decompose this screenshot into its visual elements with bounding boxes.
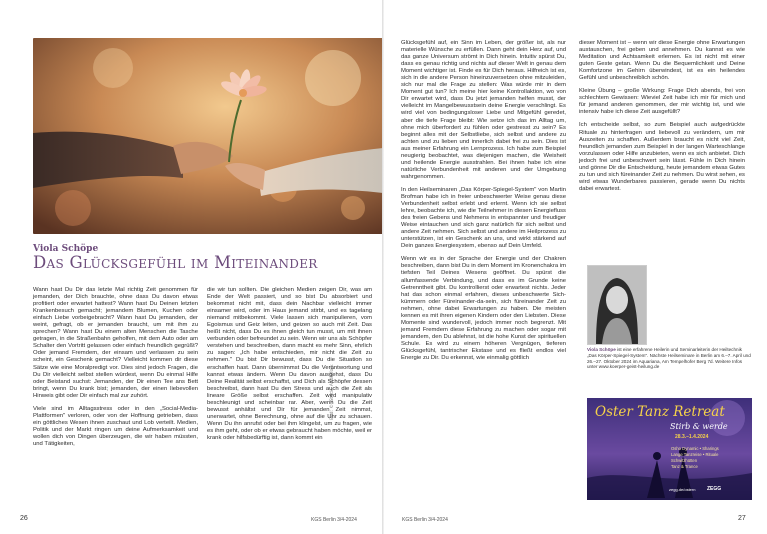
ad-subtitle: Stirb & werde xyxy=(670,422,728,431)
magazine-footer-left: KGS Berlin 3/4-2024 xyxy=(311,517,357,523)
article-headline: Das Glücksgefühl im Miteinander xyxy=(33,253,318,272)
ad-feature: Schwitzhütten xyxy=(671,458,698,463)
paragraph: die wir tun sollten. Die gleichen Medien zeigen Dir, was am Ende der Welt passiert, und so bist Du absorbiert und bekommst nicht mit, dass dein Nachbar vielleicht immer einsamer wird, oder im Haus jemand stirbt, und es tagelang niemand mitbekommt. Viele lassen sich manipulieren, vom Egoismus und Geiz leiten, und geizen so auch mit Zeit. Das heißt nicht, dass Du es ihnen gleich tun musst, um mit ihnen verbunden oder befreundet zu sein. Wenn wir uns als Schöpfer verstehen und beschreiben, dann macht es mehr Sinn, ehrlich zu sagen: „Ich habe entschieden, mir nicht die Zeit zu nehmen." Du bist Dir bewusst, dass Du die Situation so erschaffen hast. Dann übernimmst Du die Verantwortung und kannst etwas ändern. Wenn Du davon ausgehst, dass Du Deine Realität selbst erschaffst, und Dich als Schöpfer dessen beschreibst, dann hast Du den Stress und auch die Zeit als lineare Größe selbst erschaffen. Zeit wird manipulativ beschleunigt und scheinbar rar. Aber, wenn Du die Zeit bewusst anhältst und Dir für jemanden Zeit nimmst, unerwartet, ohne Berechnung, ohne auf die Uhr zu schauen. Wenn Du ihn anrufst oder bei ihm klingelst, um zu fragen, wie es ihm geht, oder ob er etwas gebraucht haben möchte, weil er krank oder hilfsbedürftig ist, dann kommt ein xyxy=(207,287,372,441)
photo-credit: Bild: © iStock, Addoffork xyxy=(330,364,335,420)
magazine-footer-right: KGS Berlin 3/4-2024 xyxy=(402,517,448,523)
paragraph: Ich entscheide selbst, so zum Beispiel auch aufgedrückte Rituale zu hinterfragen und liebevoll zu verändern, um mir Auszeiten zu schaffen. Außerdem braucht es nicht viel Zeit, freundlich jemanden zum Beispiel in der langen Warteschlange vorzulassen oder Hilfe anzubieten, wenn es sich anbietet. Dich jedoch frei und unbeschwert sein lässt. Fühle in Dich hinein und gönne Dir die Entscheidung, heute jemandem etwas Gutes zu tun und sich füreinander Zeit zu nehmen. Du wirst sehen, es wird etwas Wunderbares passieren, gerade wenn Du nichts dabei erwartest. xyxy=(579,122,745,192)
ad-feature: Osho Dynamic • Sharings xyxy=(671,446,719,451)
right-column-2 xyxy=(579,40,745,199)
paragraph: dieser Moment ist – wenn wir diese Energie ohne Erwartungen austauschen, frei geben und annehmen. Du kannst es wie Meditation und Achtsamkeit erlernen. Es ist nicht mit einer guten Geste getan. Wenn Du die Bequemlichkeit und Deine Komfortzone im Gehirn überwindest, ist es ein heilendes Gefühl und unbeschreiblich schön. xyxy=(579,40,745,82)
right-column-1 xyxy=(401,40,566,368)
page-number-left: 26 xyxy=(20,515,28,522)
paragraph: Wenn wir es in der Sprache der Energie und der Chakren beschreiben, dann bist Du in dem Moment im Kronenchakra im tiefsten Teil Deines Wesens geöffnet. Du spürst die allumfassende Verbindung, und dass es im Grunde keine Getrenntheit gibt. Du kontrollierst oder erwartest nichts. Jeder hat das schon einmal erfahren, dieses unbeschwerte Sich-kümmern oder Füreinander-da-sein, sich füreinander Zeit zu nehmen, ohne dabei Erwartungen zu haben. Die meisten kennen es mit ihren eigenen Kindern oder den Liebsten. Diese Momente sind wundervoll, jedoch immer noch begrenzt. Mit jemand Fremdem diese Erfahrung zu machen oder sogar mit jemandem, den Du ablehnst, ist die hohe Kunst der spirituellen Schule. Es wird zu einem höheren Vergnügen, tieferen Glücksgefühl, tantrischer Ekstase und es fließt endlos viel Energie zu Dir. Du erkennst, wie einmalig göttlich xyxy=(401,256,566,362)
portrait-illustration xyxy=(588,266,646,344)
author-portrait xyxy=(587,265,647,345)
paragraph: In den Heilseminaren „Das Körper-Spiegel-System" von Martin Brofman habe ich in freier unbeschwerter Weise genau diese Verbundenheit selbst erlebt und erlernt. Wenn ich sie selbst lehre, beobachte ich, wie die Teilnehmer in diesen Energiefluss des freien Gebens und Nehmens in entspannter und freudiger Weise eintauchen und sich ganz natürlich für sich selbst und andere Zeit nehmen. Sich selbst und andere im Heilprozess zu unterstützen, ist ein Geschenk an uns, und wirkt stärkend auf Dein ganzes Energiesystem, ebenso auf Dein Umfeld. xyxy=(401,186,566,250)
left-page xyxy=(0,0,383,534)
retreat-advertisement[interactable] xyxy=(587,398,752,500)
paragraph: Wann hast Du Dir das letzte Mal richtig Zeit genommen für jemanden, der Dich brauchte, ohne dass Du davon etwas profitiert oder erwartet hattest? Wann hast Du Deinen letzten Krankenbesuch gemacht; jemandem Blumen, Kuchen oder einfach Liebe vorbeigebracht? Wann hast Du jemanden, der weint, gefragt, ob er jemanden braucht, um mit ihm zu sprechen? Wann hast Du einem alten Menschen die Tasche getragen, in die Straßenbahn geholfen, mit dem Auto oder am Schalter den Vortritt gelassen oder einfach freundlich gegrüßt? Oder jemand Fremdem, der einsam und verlassen zu sein scheint, ein Geschenk gemacht? Vielleicht kommen dir diese Sätze wie eine Moralpredigt vor. Dies sind jedoch Fragen, die Du Dir vielleicht selbst stellen würdest, wenn Du einmal Hilfe oder Beistand suchst: Jemanden, der Dir einen Tee ans Bett bringt, wenn Du krank bist; jemanden, der einen liebevollen Hinweis gibt oder Dir einfach mal zur zuhört. xyxy=(33,287,198,399)
bio-author-name: Viola Schöpe xyxy=(587,347,616,352)
article-author: Viola Schöpe xyxy=(33,244,99,254)
ad-date: 28.3.–1.4.2024 xyxy=(675,434,709,440)
ad-url-link[interactable]: zegg.de/ostern xyxy=(669,487,696,492)
ad-brand-logo: ZEGG xyxy=(707,486,722,492)
ad-title: Oster Tanz Retreat xyxy=(595,404,725,420)
page-number-right: 27 xyxy=(738,515,746,522)
left-column-2 xyxy=(207,287,372,448)
left-column-1 xyxy=(33,287,198,454)
ad-feature: Tanz & Trance xyxy=(671,464,698,469)
author-bio xyxy=(587,347,752,370)
bio-text: ist eine erfahrene Heilerin und Seminarleiterin der Heiltechnik „Das Körper-Spiegel-System". Nächste Heilseminare in Berlin am 6.–7. April und 26.–27. Oktober 2024 im Aquariana, Am Tempelhofer Berg 7d. Weitere Infos unter www.koerper-geist-heilung.de xyxy=(587,347,751,370)
paragraph: Glücksgefühl auf, ein Sinn im Leben, der größer ist, als nur materielle Wünsche zu erfüllen. Dann geht dein Herz auf, und das ganze Universum strömt in Dich hinein. Intuitiv spürst Du, dass es genau richtig und nichts auf dieser Welt in genau dem Moment wichtiger ist. Finde es für Dich heraus. Hilfreich ist es, sich in die andere Person hineinzuversetzen ohne mitzuleiden, sich nur mal die Frage zu stellen: Was würde mir in dem Moment gut tun? Ich meine hier keine Kontrollaktion, wo von Dir erwartet wird, dass Du jetzt jemanden helfen musst, der vielleicht im Mangelbewusstsein deine Energie verschlingt. Es wird viel von bedingungsloser Liebe und Mitgefühl geredet, aber die tiefe Frage bleibt: Wie setze ich das im Alltag um, ohne mich überfordert zu fühlen oder gestresst zu sein? Es beginnt alles mit der Selbstliebe, sich selbst und andere zu achten und zu lieben und innerlich dabei frei zu sein. Dies ist aus meiner Erfahrung ein Lernprozess. Ich habe zum Beispiel neugierig beobachtet, was diejenigen machen, die Weisheit und heilende Energie ausstrahlen. Bei ihnen habe ich eine natürliche Verbundenheit mit anderen und der Umgebung wahrgenommen. xyxy=(401,40,566,180)
ad-feature: Lange Tanzreise • Rituale xyxy=(671,452,719,457)
paragraph: Kleine Übung – große Wirkung: Frage Dich abends, frei von schlechtem Gewissen: Wieviel Zeit habe ich mir für mich und für jemand anderen genommen, der mir wichtig ist, und wie intensiv habe ich diese Zeit ausgefüllt? xyxy=(579,88,745,116)
paragraph: Viele sind im Alltagsstress oder in den „Social-Media-Plattformen" verloren, oder von der Hoffnung getrieben, dass ein göttliches Wesen ihnen zuschaut und Lob verteilt. Medien, Politik und der Markt ringen um deine Aufmerksamkeit und wollen dich von Dingen überzeugen, die wir haben müssten, und Tätigkeiten, xyxy=(33,405,198,447)
hands-flower-illustration xyxy=(33,38,383,234)
article-photo-hands-flower xyxy=(33,38,383,234)
